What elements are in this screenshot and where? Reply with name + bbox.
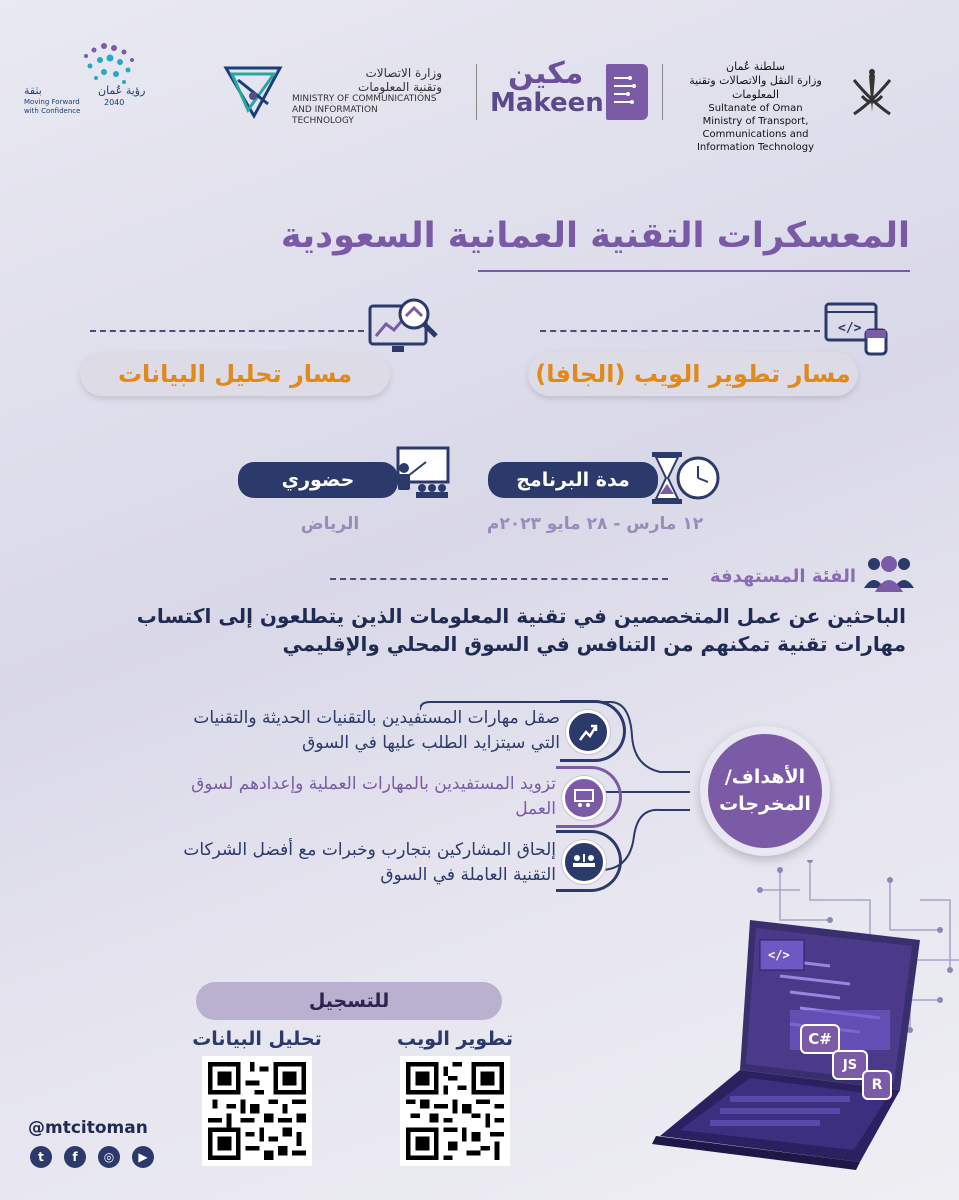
vision-year: 2040	[104, 98, 125, 107]
social-handle[interactable]: @mtcitoman	[28, 1118, 148, 1138]
makeen-book-icon	[606, 64, 648, 120]
training-icon	[562, 776, 606, 820]
youtube-icon[interactable]: ▶	[132, 1146, 154, 1168]
users-group-icon	[862, 552, 916, 594]
skills-chart-icon	[566, 710, 610, 754]
classroom-icon	[386, 444, 452, 502]
mcit-en-line1: MINISTRY OF COMMUNICATIONS	[292, 94, 437, 104]
mcit-logo-icon	[218, 60, 288, 122]
oman-emblem	[842, 62, 902, 122]
goal-2-line1: تزويد المستفيدين بالمهارات العملية وإعدادهم لسوق	[191, 774, 556, 794]
vision-en-line1: Moving Forward	[24, 98, 80, 106]
target-label: الفئة المستهدفة	[709, 566, 856, 587]
registration-label: للتسجيل	[196, 982, 502, 1020]
attendance-value: الرياض	[300, 514, 360, 534]
mcit-text	[292, 66, 442, 127]
track-data-pill: مسار تحليل البيانات	[80, 352, 390, 396]
goal-2-line2: العمل	[515, 799, 556, 819]
mcit-ar-line2: وتقنية المعلومات	[358, 80, 442, 94]
makeen-logo-ar: مكين	[508, 56, 584, 91]
instagram-icon[interactable]: ◎	[98, 1146, 120, 1168]
goals-outcomes-circle	[700, 726, 830, 856]
track-web-pill: مسار تطوير الويب (الجافا)	[528, 352, 858, 396]
tag-r: R	[862, 1070, 892, 1100]
meeting-icon	[562, 840, 606, 884]
goal-item-3	[100, 838, 556, 888]
goal-1-line1: صقل مهارات المستفيدين بالتقنيات الحديثة والتقنيات	[193, 708, 560, 728]
page-title: المعسكرات التقنية العمانية السعودية	[280, 216, 910, 256]
vision-text	[20, 84, 160, 124]
title-underline	[478, 270, 910, 272]
header-divider	[662, 64, 663, 120]
duration-value: ١٢ مارس - ٢٨ مايو ٢٠٢٣م	[486, 514, 704, 534]
qr-code-data[interactable]	[202, 1056, 312, 1166]
svg-text:</>: </>	[838, 321, 862, 336]
track-data-dashed-line	[90, 330, 364, 332]
vision-ar-line1: رؤية عُمان	[98, 84, 146, 97]
goal-item-2	[100, 772, 556, 822]
duration-label-pill: مدة البرنامج	[488, 462, 658, 498]
facebook-icon[interactable]: f	[64, 1146, 86, 1168]
qr-web-label: تطوير الويب	[397, 1028, 513, 1050]
mcit-ar-line1: وزارة الاتصالات	[365, 66, 442, 80]
goal-3-line2: التقنية العاملة في السوق	[380, 865, 556, 885]
track-web-dashed-line	[540, 330, 820, 332]
target-dashed-line	[330, 578, 668, 580]
oman-en-line1: Sultanate of Oman	[708, 103, 803, 114]
qr-data-label: تحليل البيانات	[192, 1028, 322, 1050]
tag-js: JS	[832, 1050, 868, 1080]
oman-ministry-text	[668, 60, 843, 154]
oman-en-line2: Ministry of Transport, Communications and	[702, 116, 809, 140]
tag-csharp: C#	[800, 1024, 840, 1054]
target-description-line1: الباحثين عن عمل المتخصصين في تقنية المعلومات الذين يتطلعون إلى اكتساب	[136, 604, 906, 628]
vision-ar-line2: بثقة	[24, 84, 42, 97]
qr-code-web[interactable]	[400, 1056, 510, 1166]
oman-ar-line1: سلطنة عُمان	[726, 60, 785, 73]
twitter-icon[interactable]: t	[30, 1146, 52, 1168]
attendance-label-pill: حضوري	[238, 462, 398, 498]
hourglass-clock-icon	[648, 448, 724, 508]
goal-item-1	[100, 706, 560, 756]
header-divider-2	[476, 64, 477, 120]
data-analysis-icon	[366, 294, 446, 360]
mcit-en-line2: AND INFORMATION TECHNOLOGY	[292, 105, 378, 126]
vision-en-line2: with Confidence	[24, 107, 81, 115]
goal-3-line1: إلحاق المشاركين بتجارب وخبرات مع أفضل الشركات	[183, 840, 556, 860]
target-description-line2: مهارات تقنية تمكنهم من التنافس في السوق المحلي والإقليمي	[282, 632, 906, 656]
goals-circle-line1: الأهداف/	[724, 766, 806, 788]
makeen-logo-en: Makeen	[490, 88, 604, 118]
oman-ar-line2: وزارة النقل والاتصالات وتقنية المعلومات	[689, 74, 822, 101]
goals-circle-line2: المخرجات	[719, 793, 811, 815]
laptop-screen-code: </>	[768, 948, 790, 962]
goal-1-line2: التي سيتزايد الطلب عليها في السوق	[302, 733, 560, 753]
code-monitor-icon	[822, 300, 892, 360]
oman-en-line3: Information Technology	[696, 142, 815, 153]
makeen-logo	[488, 56, 658, 124]
